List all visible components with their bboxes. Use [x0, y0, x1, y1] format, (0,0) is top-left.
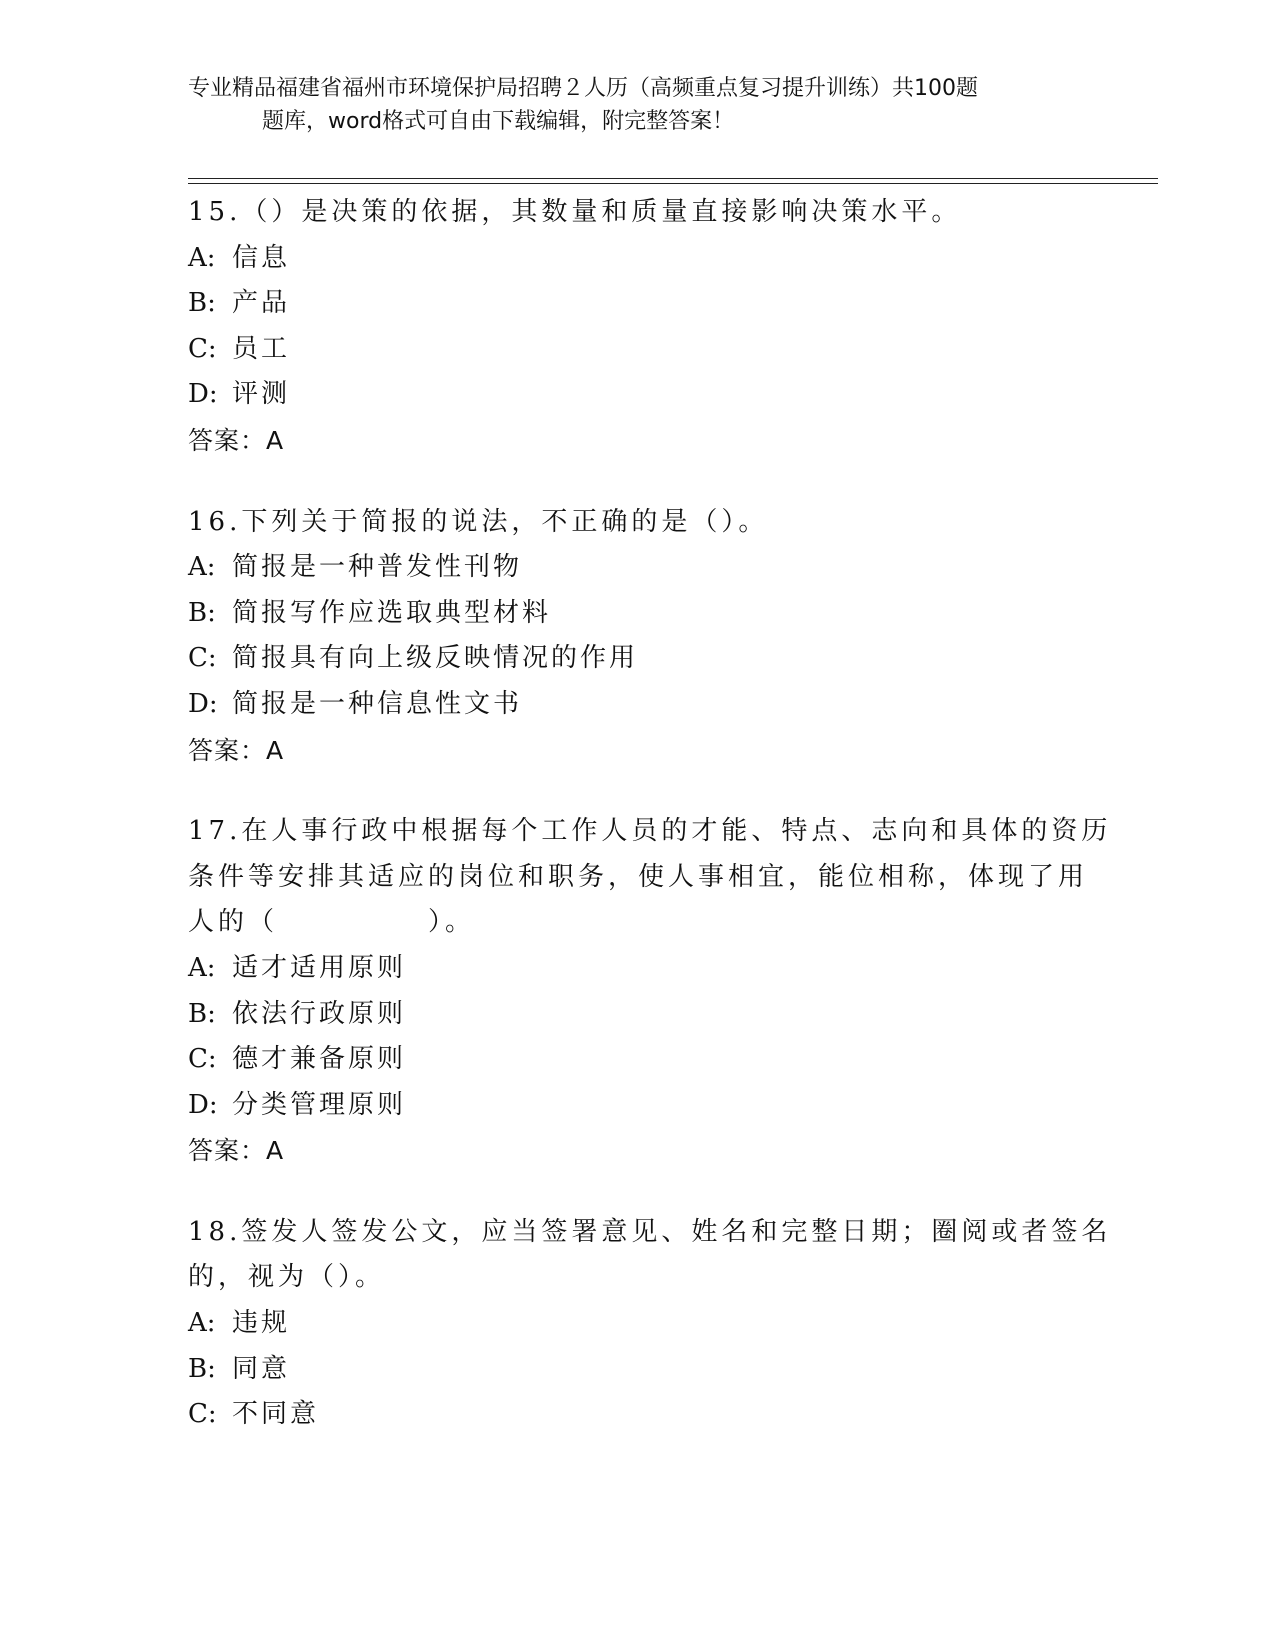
option-letter: D:	[188, 688, 218, 719]
answer-key: 答案：A	[188, 1136, 285, 1166]
option-text: 信息	[232, 242, 291, 273]
question-block	[188, 190, 1088, 464]
answer-option	[188, 1392, 1088, 1438]
option-text: 违规	[232, 1308, 291, 1339]
question-text: 条件等安排其适应的岗位和职务，使人事相宜，能位相称，体现了用	[188, 861, 1089, 892]
answer-option	[188, 946, 1088, 992]
option-text: 分类管理原则	[232, 1089, 407, 1120]
option-text: 依法行政原则	[232, 998, 407, 1029]
option-letter: A:	[188, 1308, 216, 1339]
question-text: 17.在人事行政中根据每个工作人员的才能、特点、志向和具体的资历	[188, 816, 1112, 847]
option-letter: A:	[188, 552, 216, 583]
question-block	[188, 809, 1112, 1174]
option-letter: C:	[188, 333, 217, 364]
option-letter: A:	[188, 952, 216, 983]
header-divider-bottom	[188, 183, 1158, 184]
answer-option	[188, 992, 1088, 1038]
question-text: 15.（）是决策的依据，其数量和质量直接影响决策水平。	[188, 197, 962, 227]
option-letter: B:	[188, 288, 216, 319]
question-text: 16.下列关于简报的说法，不正确的是（）。	[188, 506, 769, 537]
option-text: 不同意	[232, 1399, 320, 1430]
answer-option	[188, 636, 1088, 682]
option-text: 适才适用原则	[232, 952, 407, 983]
question-text: 的，视为（）。	[188, 1262, 386, 1293]
option-text: 德才兼备原则	[232, 1044, 407, 1075]
option-text: 简报是一种普发性刊物	[232, 552, 523, 583]
option-text: 简报具有向上级反映情况的作用	[232, 643, 639, 674]
option-letter: B:	[188, 998, 216, 1029]
answer-option	[188, 1347, 1088, 1393]
answer-option	[188, 236, 1088, 282]
option-letter: C:	[188, 643, 217, 674]
option-text: 评测	[232, 379, 291, 410]
question-text: 18.签发人签发公文，应当签署意见、姓名和完整日期；圈阅或者签名	[188, 1216, 1112, 1247]
answer-option	[188, 372, 1088, 418]
answer-option	[188, 1083, 1088, 1129]
answer-option	[188, 682, 1088, 728]
answer-option	[188, 281, 1088, 327]
option-text: 产品	[232, 288, 291, 319]
option-text: 员工	[232, 333, 291, 364]
answer-key: 答案：A	[188, 735, 285, 765]
answer-option	[188, 1037, 1088, 1083]
answer-option	[188, 545, 1088, 591]
option-letter: B:	[188, 597, 216, 628]
answer-option	[188, 591, 1088, 637]
header-divider-top	[188, 178, 1158, 179]
option-letter: D:	[188, 1089, 218, 1120]
option-letter: C:	[188, 1044, 217, 1075]
question-block	[188, 500, 1088, 774]
option-letter: A:	[188, 242, 216, 273]
answer-option	[188, 1301, 1088, 1347]
header-line-1: 专业精品福建省福州市环境保护局招聘２人历（高频重点复习提升训练）共100题	[188, 76, 978, 101]
question-text: 人的（ ）。	[188, 907, 476, 938]
document-header	[188, 72, 1088, 138]
option-letter: D:	[188, 379, 218, 410]
question-list	[188, 190, 1112, 1474]
answer-key: 答案：A	[188, 425, 285, 455]
question-block	[188, 1210, 1112, 1438]
header-line-2: 题库，word格式可自由下载编辑，附完整答案！	[262, 109, 735, 134]
option-letter: C:	[188, 1399, 217, 1430]
option-text: 简报写作应选取典型材料	[232, 597, 552, 628]
option-text: 同意	[232, 1353, 291, 1384]
option-letter: B:	[188, 1353, 216, 1384]
answer-option	[188, 327, 1088, 373]
option-text: 简报是一种信息性文书	[232, 688, 523, 719]
